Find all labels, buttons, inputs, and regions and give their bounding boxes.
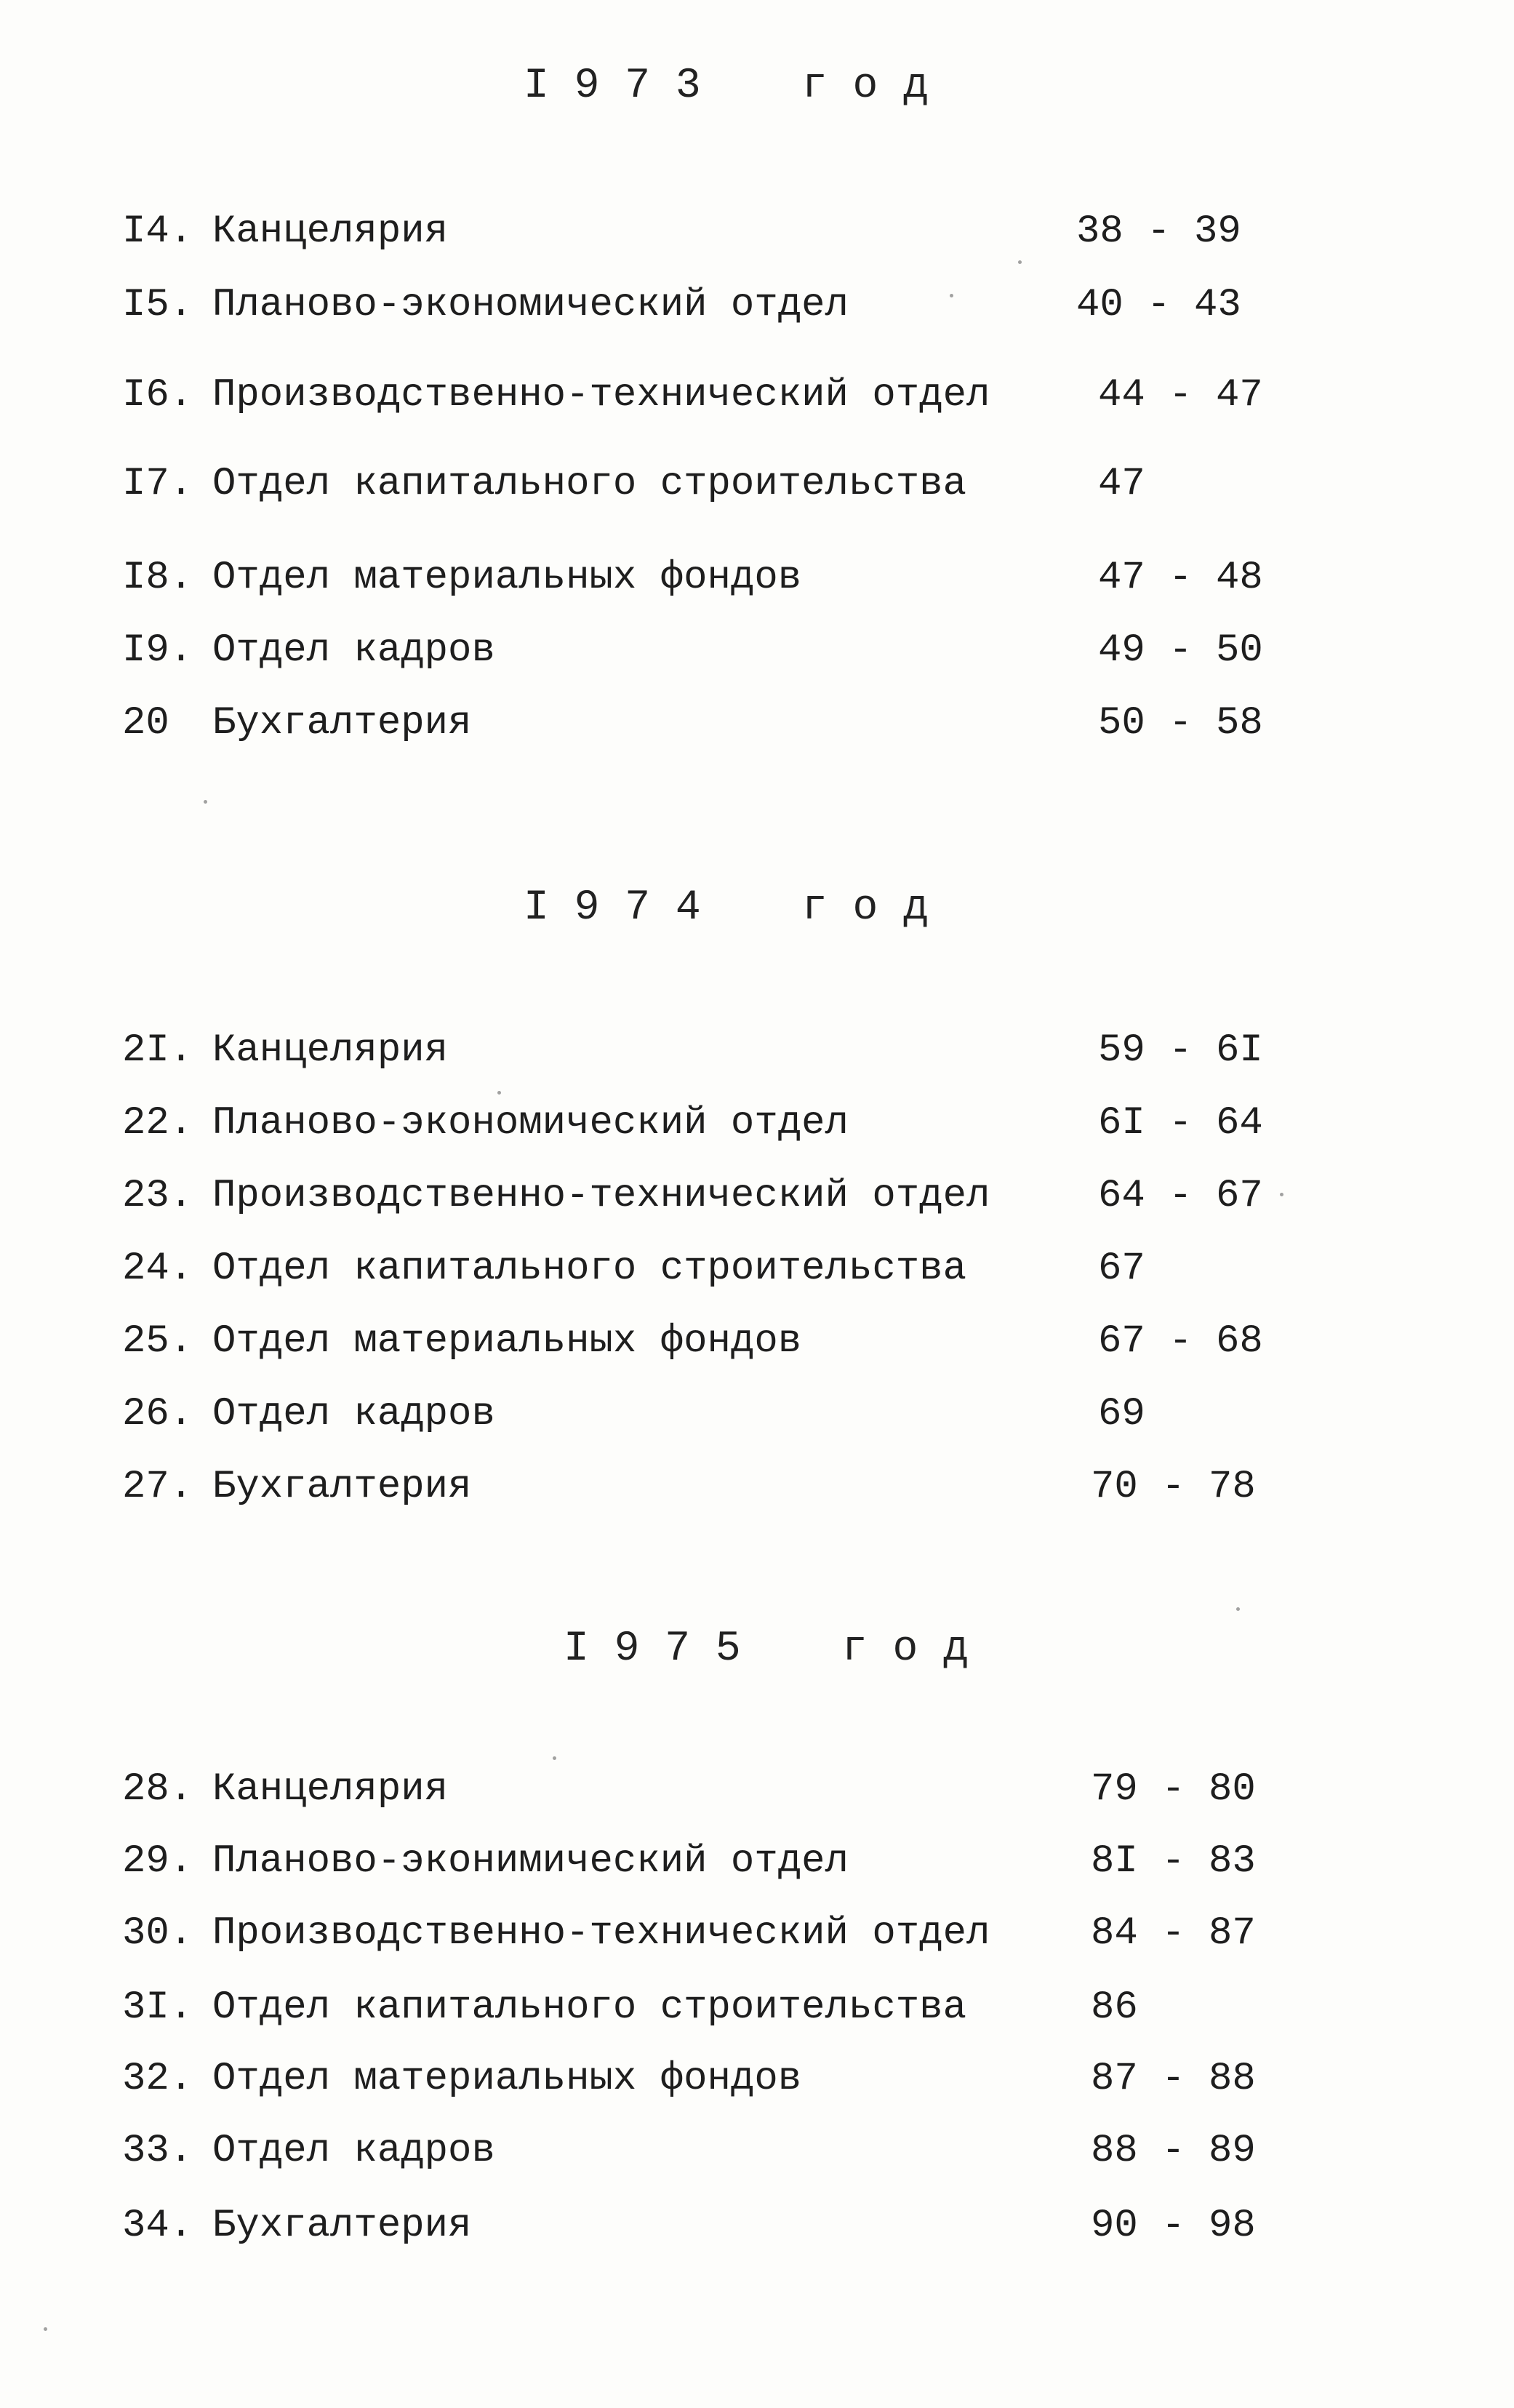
item-label: Производственно-технический отдел (212, 1911, 990, 1956)
list-item (0, 209, 1514, 260)
item-pages: 87 - 88 (1091, 2057, 1256, 2101)
item-number: I8. (122, 556, 193, 600)
item-number: I9. (122, 628, 193, 673)
item-pages: 64 - 67 (1098, 1174, 1263, 1218)
item-number: 26. (122, 1392, 193, 1436)
list-item (0, 1174, 1514, 1225)
item-number: 33. (122, 2129, 193, 2173)
item-number: 28. (122, 1767, 193, 1812)
scan-speck (497, 1091, 501, 1095)
year-heading-1973: I 9 7 3 г о д (524, 63, 929, 110)
item-pages: 50 - 58 (1098, 701, 1263, 745)
item-pages: 67 (1098, 1247, 1145, 1291)
list-item (0, 283, 1514, 334)
scan-speck (950, 294, 953, 297)
item-number: 24. (122, 1247, 193, 1291)
scan-speck (1018, 260, 1022, 264)
item-pages: 90 - 98 (1091, 2204, 1256, 2248)
item-number: 27. (122, 1465, 193, 1509)
year-heading-1975: I 9 7 5 г о д (564, 1625, 969, 1673)
list-item (0, 1392, 1514, 1443)
item-number: I4. (122, 209, 193, 254)
scan-speck (1280, 1193, 1283, 1196)
item-pages: 88 - 89 (1091, 2129, 1256, 2173)
item-label: Производственно-технический отдел (212, 1174, 990, 1218)
item-pages: 70 - 78 (1091, 1465, 1256, 1509)
item-pages: 49 - 50 (1098, 628, 1263, 673)
item-number: I7. (122, 462, 193, 506)
item-label: Отдел кадров (212, 2129, 495, 2173)
item-pages: 67 - 68 (1098, 1319, 1263, 1364)
item-number: 34. (122, 2204, 193, 2248)
list-item (0, 2057, 1514, 2108)
list-item (0, 373, 1514, 424)
list-item (0, 462, 1514, 513)
list-item (0, 1839, 1514, 1890)
item-label: Отдел капитального строительства (212, 1985, 966, 2030)
item-pages: 44 - 47 (1098, 373, 1263, 417)
item-pages: 6I - 64 (1098, 1101, 1263, 1145)
item-number: 3I. (122, 1985, 193, 2030)
item-pages: 79 - 80 (1091, 1767, 1256, 1812)
item-number: 2I. (122, 1028, 193, 1073)
list-item (0, 1319, 1514, 1370)
list-item (0, 1247, 1514, 1297)
item-number: 20 (122, 701, 169, 745)
scan-speck (1236, 1607, 1240, 1611)
list-item (0, 628, 1514, 679)
item-label: Отдел материальных фондов (212, 1319, 802, 1364)
item-number: 32. (122, 2057, 193, 2101)
item-label: Отдел кадров (212, 1392, 495, 1436)
item-label: Отдел капитального строительства (212, 462, 966, 506)
item-pages: 86 (1091, 1985, 1138, 2030)
item-number: I6. (122, 373, 193, 417)
item-label: Отдел кадров (212, 628, 495, 673)
list-item (0, 701, 1514, 752)
item-label: Планово-экономический отдел (212, 1101, 849, 1145)
item-label: Отдел материальных фондов (212, 2057, 802, 2101)
list-item (0, 1101, 1514, 1152)
item-label: Бухгалтерия (212, 2204, 472, 2248)
list-item (0, 2204, 1514, 2255)
item-number: 30. (122, 1911, 193, 1956)
item-label: Канцелярия (212, 1767, 449, 1812)
item-pages: 84 - 87 (1091, 1911, 1256, 1956)
list-item (0, 1028, 1514, 1079)
list-item (0, 1985, 1514, 2036)
item-number: 25. (122, 1319, 193, 1364)
item-pages: 47 - 48 (1098, 556, 1263, 600)
list-item (0, 1767, 1514, 1818)
item-label: Отдел материальных фондов (212, 556, 802, 600)
item-label: Производственно-технический отдел (212, 373, 990, 417)
year-heading-1974: I 9 7 4 г о д (524, 884, 929, 932)
list-item (0, 2129, 1514, 2180)
item-number: 29. (122, 1839, 193, 1884)
item-label: Бухгалтерия (212, 701, 472, 745)
item-label: Бухгалтерия (212, 1465, 472, 1509)
item-label: Канцелярия (212, 209, 449, 254)
scan-speck (553, 1756, 556, 1760)
item-label: Канцелярия (212, 1028, 449, 1073)
list-item (0, 1911, 1514, 1962)
item-label: Планово-экономический отдел (212, 283, 849, 327)
scan-speck (204, 800, 207, 804)
item-number: 23. (122, 1174, 193, 1218)
item-pages: 40 - 43 (1076, 283, 1241, 327)
item-pages: 47 (1098, 462, 1145, 506)
item-number: I5. (122, 283, 193, 327)
list-item (0, 556, 1514, 607)
item-pages: 59 - 6I (1098, 1028, 1263, 1073)
list-item (0, 1465, 1514, 1516)
item-pages: 8I - 83 (1091, 1839, 1256, 1884)
item-label: Планово-эконимический отдел (212, 1839, 849, 1884)
item-number: 22. (122, 1101, 193, 1145)
item-pages: 38 - 39 (1076, 209, 1241, 254)
item-label: Отдел капитального строительства (212, 1247, 966, 1291)
item-pages: 69 (1098, 1392, 1145, 1436)
scan-speck (44, 2327, 47, 2331)
